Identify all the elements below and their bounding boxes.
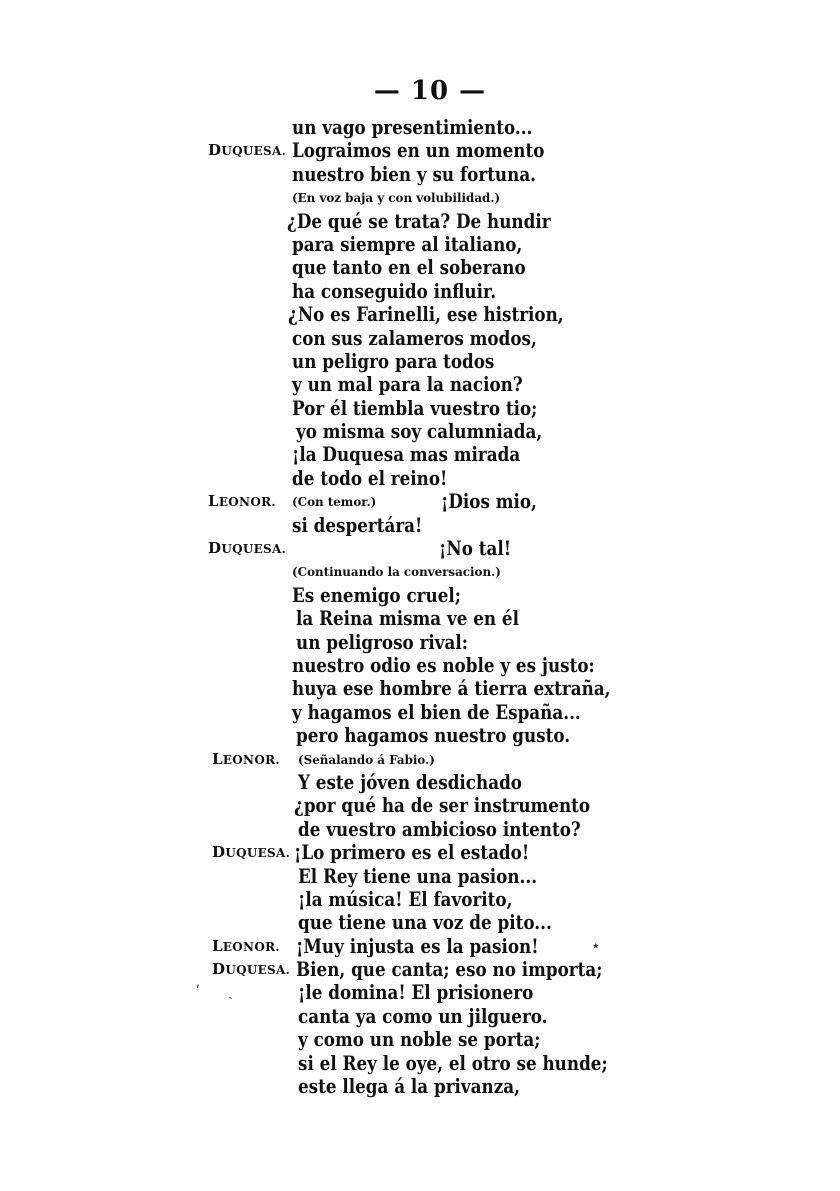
- verse-text-line: Lograimos en un momento: [292, 139, 545, 163]
- verse-line: [0, 935, 840, 958]
- verse-text-line: ¡Lo primero es el estado!: [294, 841, 530, 865]
- verse-text-line: ¡No tal!: [439, 537, 512, 561]
- verse-line: [0, 841, 840, 864]
- verse-text-line: Y este jóven desdichado: [298, 770, 522, 794]
- verse-text-line: ¿De qué se trata? De hundir: [287, 209, 551, 233]
- verse-line: [0, 350, 840, 373]
- speaker-leonor: LEONOR.: [212, 936, 280, 955]
- verse-line: [0, 443, 840, 466]
- verse-line: [0, 1005, 840, 1028]
- verse-text-line: con sus zalameros modos,: [292, 326, 537, 350]
- verse-line: [0, 958, 840, 981]
- verse-text-line: y hagamos el bien de España...: [292, 700, 581, 724]
- verse-text-line: este llega á la privanza,: [298, 1075, 520, 1099]
- verse-line: [0, 373, 840, 396]
- verse-line: [0, 631, 840, 654]
- stage-direction: (Con temor.): [292, 494, 377, 510]
- verse-line: [0, 210, 840, 233]
- verse-line: [0, 116, 840, 139]
- verse-line: [0, 303, 840, 326]
- verse-text-line: un peligroso rival:: [296, 630, 468, 654]
- verse-line: [0, 560, 840, 583]
- verse-text-line: de todo el reino!: [292, 466, 448, 490]
- verse-text-line: que tiene una voz de pito...: [298, 911, 552, 935]
- verse-line: [0, 748, 840, 771]
- speaker-duquesa: DUQUESA.: [212, 843, 291, 862]
- verse-text-line: ¡Muy injusta es la pasion!: [296, 934, 539, 958]
- verse-text-line: nuestro odio es noble y es justo:: [292, 653, 595, 677]
- verse-line: [0, 701, 840, 724]
- verse-line: [0, 981, 840, 1004]
- verse-line: [0, 677, 840, 700]
- verse-line: [0, 888, 840, 911]
- verse-line: [0, 537, 840, 560]
- verse-text: [0, 116, 840, 1098]
- verse-line: [0, 163, 840, 186]
- verse-line: [0, 607, 840, 630]
- verse-text-line: Bien, que canta; eso no importa;: [296, 958, 603, 982]
- verse-text-line: ¿No es Farinelli, ese histrion,: [288, 303, 564, 327]
- verse-text-line: Por él tiembla vuestro tio;: [292, 396, 538, 420]
- ink-speck: ٭: [592, 937, 600, 954]
- verse-text-line: Es enemigo cruel;: [292, 583, 461, 607]
- verse-line: [0, 794, 840, 817]
- verse-text-line: si el Rey le oye, el otro se hunde;: [298, 1051, 608, 1075]
- verse-text-line: para siempre al italiano,: [292, 232, 523, 256]
- verse-line: [0, 1052, 840, 1075]
- speaker-duquesa: DUQUESA.: [208, 539, 287, 558]
- verse-text-line: si despertára!: [292, 513, 423, 537]
- verse-text-line: ¡Dios mio,: [441, 490, 537, 514]
- verse-line: [0, 490, 840, 513]
- verse-text-line: ¡la Duquesa mas mirada: [292, 443, 521, 467]
- verse-text-line: huya ese hombre á tierra extraña,: [292, 677, 611, 701]
- verse-text-line: ¡la música! El favorito,: [298, 887, 513, 911]
- verse-line: [0, 186, 840, 209]
- verse-line: [0, 865, 840, 888]
- verse-text-line: ¿por qué ha de ser instrumento: [294, 794, 591, 818]
- verse-line: [0, 1028, 840, 1051]
- verse-line: [0, 724, 840, 747]
- verse-line: [0, 280, 840, 303]
- verse-line: [0, 420, 840, 443]
- verse-text-line: ha conseguido influir.: [292, 279, 497, 303]
- verse-line: [0, 818, 840, 841]
- verse-text-line: canta ya como un jilguero.: [298, 1004, 548, 1028]
- verse-line: [0, 514, 840, 537]
- stage-direction: (Señalando á Fabio.): [298, 751, 435, 767]
- verse-text-line: un vago presentimiento...: [292, 116, 533, 139]
- verse-text-line: nuestro bien y su fortuna.: [292, 162, 537, 186]
- verse-text-line: yo misma soy calumniada,: [296, 420, 543, 444]
- verse-text-line: y como un noble se porta;: [298, 1028, 541, 1052]
- stage-direction: (Continuando la conversacion.): [292, 564, 501, 580]
- verse-line: [0, 233, 840, 256]
- verse-line: [0, 397, 840, 420]
- verse-text-line: ¡le domina! El prisionero: [298, 981, 534, 1005]
- speaker-leonor: LEONOR.: [212, 749, 280, 768]
- verse-line: [0, 584, 840, 607]
- verse-line: [0, 327, 840, 350]
- ink-speck: ˎ: [228, 984, 233, 1001]
- verse-line: [0, 654, 840, 677]
- speaker-duquesa: DUQUESA.: [208, 141, 287, 160]
- verse-line: [0, 139, 840, 162]
- verse-text-line: un peligro para todos: [292, 349, 495, 373]
- speaker-leonor: LEONOR.: [208, 492, 276, 511]
- verse-line: [0, 771, 840, 794]
- stage-direction: (En voz baja y con volubilidad.): [292, 190, 501, 206]
- verse-line: [0, 256, 840, 279]
- verse-line: [0, 467, 840, 490]
- speaker-duquesa: DUQUESA.: [212, 960, 291, 979]
- page-number: — 10 —: [373, 76, 487, 106]
- ink-speck: ʹ: [196, 984, 200, 1001]
- verse-text-line: El Rey tiene una pasion...: [298, 864, 538, 888]
- verse-line: [0, 911, 840, 934]
- verse-text-line: pero hagamos nuestro gusto.: [296, 724, 571, 748]
- verse-text-line: de vuestro ambicioso intento?: [298, 817, 581, 841]
- verse-line: [0, 1075, 840, 1098]
- verse-text-line: la Reina misma ve en él: [296, 607, 519, 631]
- verse-text-line: que tanto en el soberano: [292, 256, 526, 280]
- verse-text-line: y un mal para la nacion?: [292, 373, 523, 397]
